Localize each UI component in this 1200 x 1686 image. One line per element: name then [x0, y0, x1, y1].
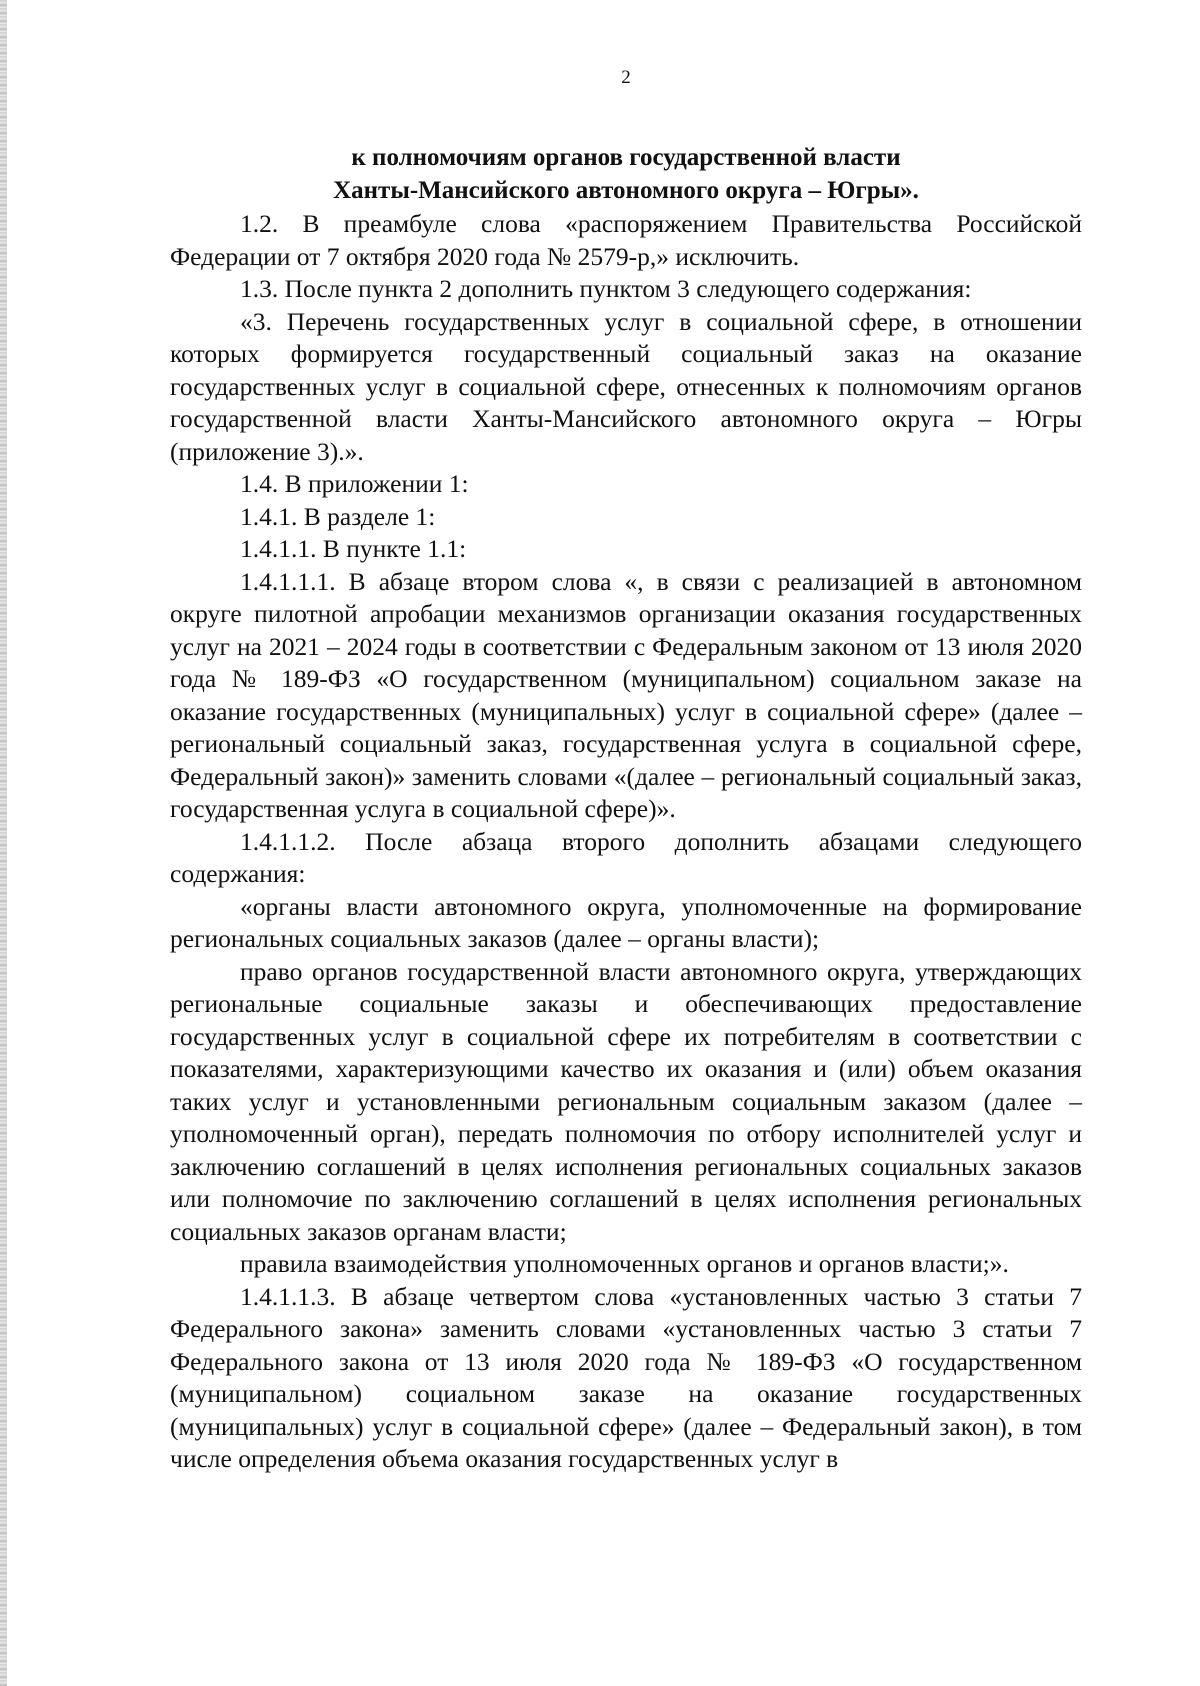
paragraph-authority-rights: право органов государственной власти автономного округа, утверждающих региональные социальные заказы и обеспечивающих предоставление государственных услуг в социальной сфере их потребителям в соответствии с показателями, характеризующими качество их оказания и (или) объем оказания таких услуг и установленными региональным социальным заказом (далее – уполномоченный орган), передать полномочия по отбору исполнителей услуг и заключению соглашений в целях исполнения региональных социальных заказов или полномочие по заключению соглашений в целях исполнения региональных социальных заказов органам власти;	[170, 956, 1082, 1246]
heading-line-1: к полномочиям органов государственной власти	[351, 144, 901, 171]
paragraph-1-3: 1.3. После пункта 2 дополнить пунктом 3 следующего содержания:	[240, 274, 972, 303]
paragraph-1-4: 1.4. В приложении 1:	[240, 469, 469, 498]
paragraph-1-4-1-1: 1.4.1.1. В пункте 1.1:	[240, 534, 467, 563]
paragraph-1-4-1-1-3: 1.4.1.1.3. В абзаце четвертом слова «установленных частью 3 статьи 7 Федерального закона» заменить словами «установленных частью 3 статьи 7 Федерального закона от 13 июля 2020 года № 189-ФЗ «О государственном (муниципальном) социальном заказе на оказание государственных (муниципальных) услуг в социальной сфере» (далее – Федеральный закон), в том числе определения объема оказания государственных услуг в	[170, 1281, 1082, 1473]
paragraph-1-4-1: 1.4.1. В разделе 1:	[240, 501, 436, 531]
paragraph-1-2: 1.2. В преамбуле слова «распоряжением Правительства Российской Федерации от 7 октября 2020 года № 2579-р,» исключить.	[170, 209, 1082, 271]
paragraph-1-4-1-1-2: 1.4.1.1.2. После абзаца второго дополнить абзацами следующего содержания:	[170, 826, 1082, 888]
scan-edge-strip	[0, 0, 7, 1686]
paragraph-authorities-definition: «органы власти автономного округа, уполномоченные на формирование региональных социальных заказов (далее – органы власти);	[170, 891, 1082, 953]
paragraph-item-3-text: «3. Перечень государственных услуг в социальной сфере, в отношении которых формируется государственный социальный заказ на оказание государственных услуг в социальной сфере, отнесенных к полномочиям органов государственной власти Ханты-Мансийского автономного округа – Югры (приложение 3).».	[170, 306, 1082, 466]
document-body	[170, 208, 1082, 1476]
paragraph-interaction-rules: правила взаимодействия уполномоченных органов и органов власти;».	[240, 1249, 1009, 1278]
paragraph-1-4-1-1-1: 1.4.1.1.1. В абзаце втором слова «, в связи с реализацией в автономном округе пилотной апробации механизмов организации оказания государственных услуг на 2021 – 2024 годы в соответствии с Федеральным законом от 13 июля 2020 года № 189-ФЗ «О государственном (муниципальном) социальном заказе на оказание государственных (муниципальных) услуг в социальной сфере» (далее – региональный социальный заказ, государственная услуга в социальной сфере, Федеральный закон)» заменить словами «(далее – региональный социальный заказ, государственная услуга в социальной сфере)».	[170, 566, 1082, 823]
page-number: 2	[621, 67, 631, 88]
heading-line-2: Ханты-Мансийского автономного округа – Югры».	[333, 177, 919, 204]
